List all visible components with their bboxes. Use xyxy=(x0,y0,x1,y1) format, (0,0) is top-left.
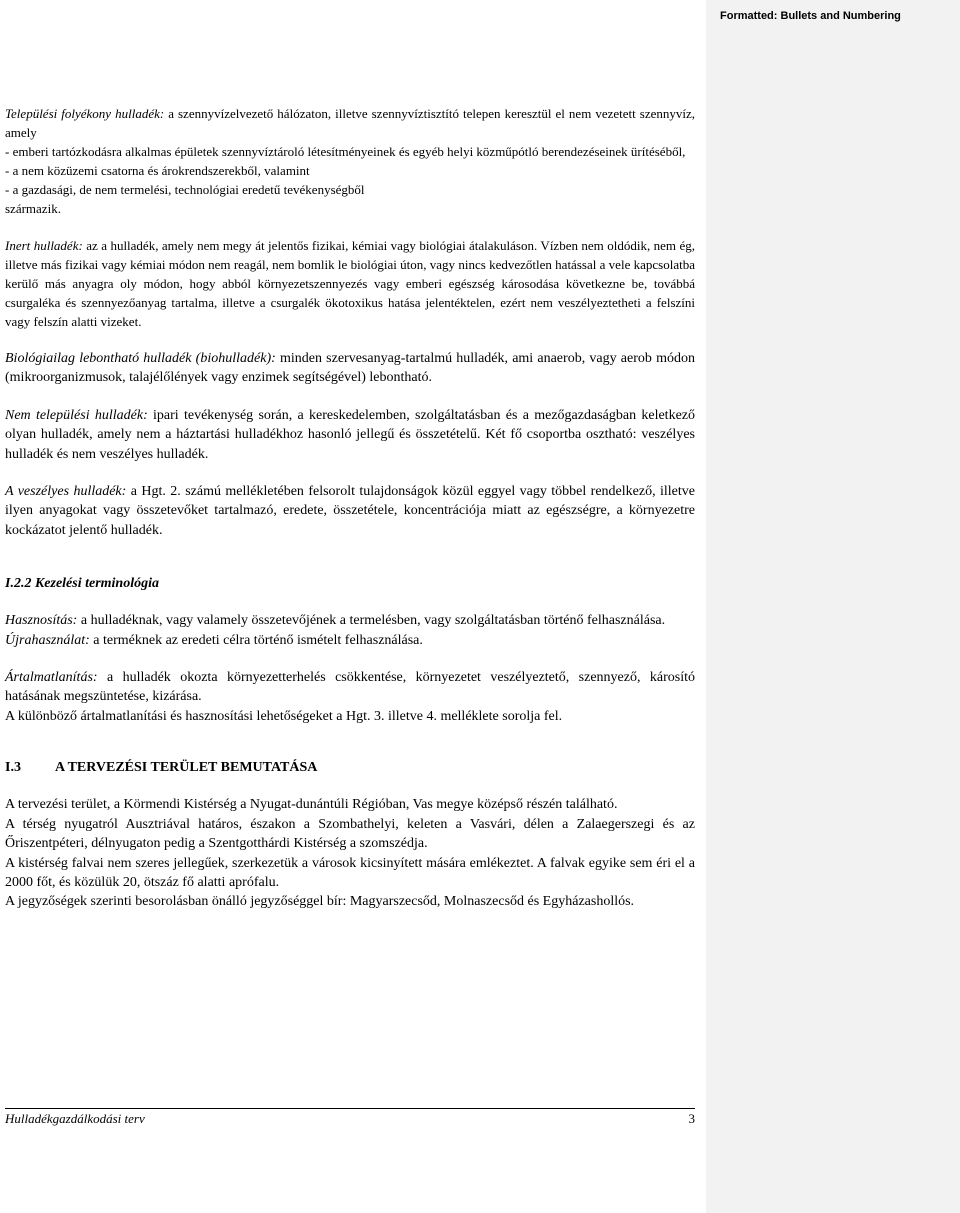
comment-sidebar xyxy=(706,0,960,1213)
paragraph-area-borders: A térség nyugatról Ausztriával határos, északon a Szombathelyi, keleten a Vasvári, délen a Zalaegerszegi és az Őriszentpéteri, délnyugaton pedig a Szentgotthárdi Kistérség a szomszédja. xyxy=(5,816,695,852)
paragraph-reuse: Újrahasználat: a terméknek az eredeti célra történő ismételt felhasználása. xyxy=(5,632,423,648)
page-number: 3 xyxy=(688,1111,695,1126)
paragraph-liquid-waste: Települési folyékony hulladék: a szennyvízelvezető hálózaton, illetve szennyvíztisztító telepen keresztül el nem vezetett szennyvíz, amely - emberi tartózkodásra alkalmas épületek szennyvíztároló létesítményeinek és egyéb helyi közműpótló berendezéseinek ürítéséből, - a nem közüzemi csatorna és árokrendszerekből, valamint - a gazdasági, de nem termelési, technológiai eredetű tevékenységből származik. xyxy=(5,106,695,216)
term-reuse: Újrahasználat: xyxy=(5,632,90,648)
footer-title: Hulladékgazdálkodási terv xyxy=(5,1111,145,1126)
paragraph-villages: A kistérség falvai nem szeres jellegűek, szerkezetük a városok kicsinyített mására emlékeztet. A falvak egyike sem éri el a 2000 főt, és közülük 20, ötszáz fő alatti aprófalu. xyxy=(5,855,695,890)
term-recovery: Hasznosítás: xyxy=(5,613,78,629)
paragraph-biowaste: Biológiailag lebontható hulladék (biohulladék): minden szervesanyag-tartalmú hulladék, ami anaerob, vagy aerob módon (mikroorganizmusok, talajélőlények vagy enzimek segítségével) lebontható. xyxy=(5,351,695,386)
term-inert-waste: Inert hulladék: xyxy=(5,238,83,253)
term-disposal: Ártalmatlanítás: xyxy=(5,670,98,686)
paragraph-recovery: Hasznosítás: a hulladéknak, vagy valamely összetevőjének a termelésben, vagy szolgáltatásban történő felhasználása. xyxy=(5,613,666,629)
term-biowaste: Biológiailag lebontható hulladék (biohulladék): xyxy=(5,351,276,366)
heading-treatment-terminology: I.2.2 Kezelési terminológia xyxy=(5,576,159,592)
paragraph-notaries: A jegyzőségek szerinti besorolásban önálló jegyzőséggel bír: Magyarszecsőd, Molnaszecsőd és Egyházashollós. xyxy=(5,894,635,910)
term-non-municipal-waste: Nem települési hulladék: xyxy=(5,407,148,423)
bullet-item: - a gazdasági, de nem termelési, technológiai eredetű tevékenységből xyxy=(5,182,365,197)
bullet-item: - emberi tartózkodásra alkalmas épületek szennyvíztároló létesítményeinek és egyéb helyi közműpótló berendezéseinek ürítéséből, xyxy=(5,144,686,159)
sidebar-format-note: Formatted: Bullets and Numbering xyxy=(720,10,901,22)
document-body xyxy=(5,104,695,912)
paragraph-disposal: Ártalmatlanítás: a hulladék okozta környezetterhelés csökkentése, környezetet veszélyeztető, szennyező, károsító hatásának megszüntetése, kizárása. xyxy=(5,670,695,705)
term-hazardous-waste: A veszélyes hulladék: xyxy=(5,484,127,500)
paragraph-disposal-options: A különböző ártalmatlanítási és hasznosítási lehetőségeket a Hgt. 3. illetve 4. melléklete sorolja fel. xyxy=(5,708,563,724)
paragraph-area-location: A tervezési terület, a Körmendi Kistérség a Nyugat-dunántúli Régióban, Vas megye középső részén található. xyxy=(5,797,618,813)
paragraph-hazardous-waste: A veszélyes hulladék: a Hgt. 2. számú mellékletében felsorolt tulajdonságok közül eggyel vagy többel rendelkező, illetve ilyen anyagokat vagy összetevőket tartalmazó, eredete, összetétele, koncentrációja miatt az egészségre, a környezetre kockázatot jelentő hulladék. xyxy=(5,484,695,538)
term-liquid-waste: Települési folyékony hulladék: xyxy=(5,106,165,121)
paragraph-non-municipal-waste: Nem települési hulladék: ipari tevékenység során, a kereskedelemben, szolgáltatásban és a mezőgazdaságban keletkező olyan hulladék, amely nem a háztartási hulladékhoz hasonló jellegű és összetételű. Két fő csoportba osztható: veszélyes hulladék és nem veszélyes hulladék. xyxy=(5,407,695,462)
heading-planning-area: I.3 A TERVEZÉSI TERÜLET BEMUTATÁSA xyxy=(5,760,318,776)
paragraph-inert-waste: Inert hulladék: az a hulladék, amely nem megy át jelentős fizikai, kémiai vagy biológiai átalakuláson. Vízben nem oldódik, nem ég, illetve más fizikai vagy kémiai módon nem reagál, nem bomlik le biológiai úton, vagy nincs kedvezőtlen hatással a vele kapcsolatba kerülő más anyagra oly módon, hogy abból környezetszennyezés vagy emberi egészség károsodása következne be, továbbá csurgaléka és szennyezőanyag tartalma, illetve a csurgalék ökotoxikus hatása jelentéktelen, ezért nem veszélyeztetheti a felszíni vagy felszín alatti vizeket. xyxy=(5,238,695,329)
page-footer xyxy=(5,1108,695,1127)
bullet-item: - a nem közüzemi csatorna és árokrendszerekből, valamint xyxy=(5,163,310,178)
